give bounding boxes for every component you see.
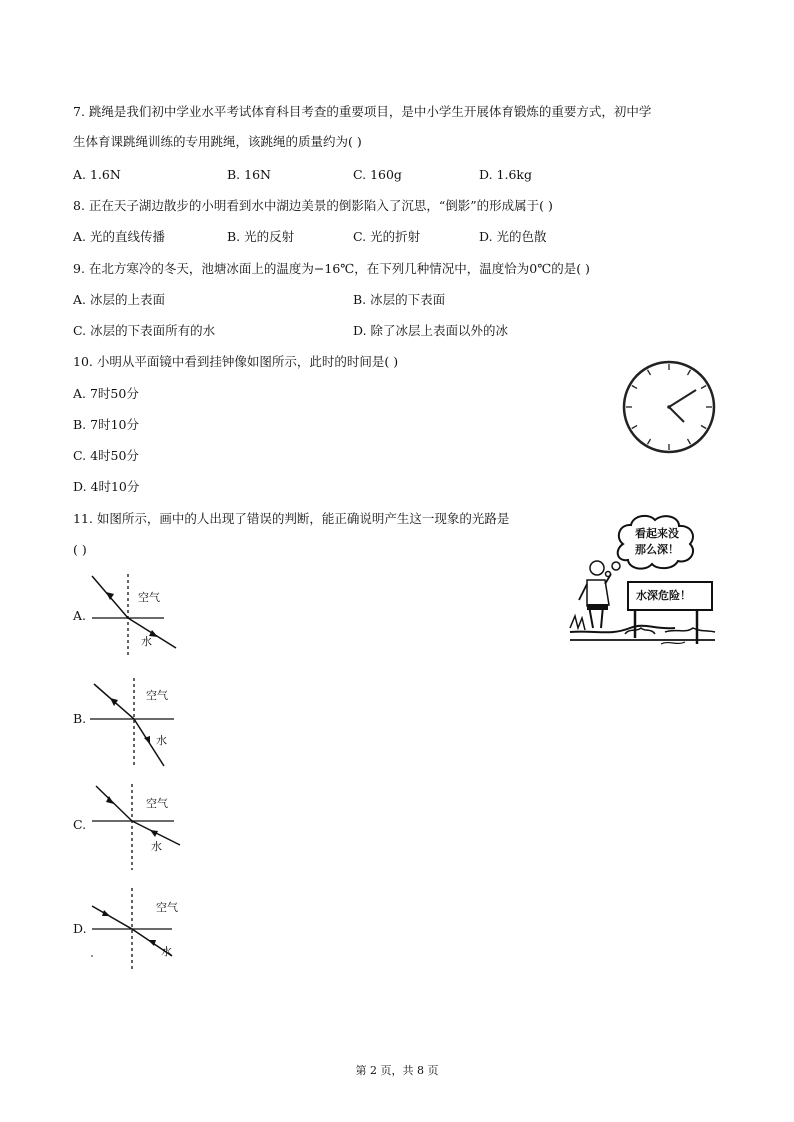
warning-sign-text: 水深危险！ [636, 589, 691, 602]
option-b-air-label: 空气 [146, 689, 168, 702]
q7-stem-line1: 7. 跳绳是我们初中学业水平考试体育科目考查的重要项目，是中小学生开展体育锻炼的重要方式，初中学 [73, 104, 652, 119]
q7-option-b: B. 16N [227, 167, 271, 182]
thought-bubble-text-line2: 那么深！ [635, 543, 679, 556]
q11-stem-line2: ( ) [73, 542, 87, 557]
q9-option-d: D. 除了冰层上表面以外的冰 [353, 323, 509, 338]
q10-stem: 10. 小明从平面镜中看到挂钟像如图所示，此时的时间是( ) [73, 354, 399, 369]
mirror-clock-figure [620, 360, 720, 456]
q9-option-c: C. 冰层的下表面所有的水 [73, 323, 216, 338]
q11-option-d-label: D. [73, 921, 87, 936]
q7-option-a: A. 1.6N [73, 167, 121, 182]
option-d-air-label: 空气 [156, 901, 178, 914]
option-c-air-label: 空气 [146, 797, 168, 810]
q10-option-c: C. 4时50分 [73, 448, 139, 463]
q7-option-c: C. 160g [353, 167, 402, 182]
q9-option-a: A. 冰层的上表面 [73, 292, 165, 307]
q8-option-b: B. 光的反射 [227, 229, 295, 244]
q8-option-d: D. 光的色散 [479, 229, 547, 244]
q11-option-a-label: A. [73, 608, 87, 623]
cartoon-figure [565, 510, 720, 650]
option-b-water-label: 水 [156, 734, 167, 747]
q11-option-c-diagram [88, 782, 188, 874]
option-d-water-label: 水 [161, 945, 172, 958]
q11-option-c-label: C. [73, 817, 87, 832]
option-a-air-label: 空气 [138, 591, 160, 604]
q10-option-d: D. 4时10分 [73, 479, 140, 494]
q11-option-b-diagram [88, 676, 188, 770]
q11-option-a-diagram [88, 572, 188, 662]
q11-option-b-label: B. [73, 711, 87, 726]
q8-option-c: C. 光的折射 [353, 229, 421, 244]
q10-option-b: B. 7时10分 [73, 417, 139, 432]
q7-stem-line2: 生体育课跳绳训练的专用跳绳，该跳绳的质量约为( ) [73, 134, 362, 149]
q9-stem: 9. 在北方寒冷的冬天，池塘冰面上的温度为−16℃，在下列几种情况中，温度恰为0℃的是( ) [73, 261, 590, 276]
q9-option-b: B. 冰层的下表面 [353, 292, 446, 307]
thought-bubble-text-line1: 看起来没 [635, 527, 679, 540]
q10-option-a: A. 7时50分 [73, 386, 139, 401]
q7-option-d: D. 1.6kg [479, 167, 532, 182]
q8-option-a: A. 光的直线传播 [73, 229, 165, 244]
option-a-water-label: 水 [141, 635, 152, 648]
option-c-water-label: 水 [151, 840, 162, 853]
page-footer: 第 2 页，共 8 页 [355, 1064, 439, 1077]
q11-stem-line1: 11. 如图所示，画中的人出现了错误的判断，能正确说明产生这一现象的光路是 [73, 511, 510, 526]
q8-stem: 8. 正在天子湖边散步的小明看到水中湖边美景的倒影陷入了沉思，“倒影”的形成属于( ) [73, 198, 553, 213]
